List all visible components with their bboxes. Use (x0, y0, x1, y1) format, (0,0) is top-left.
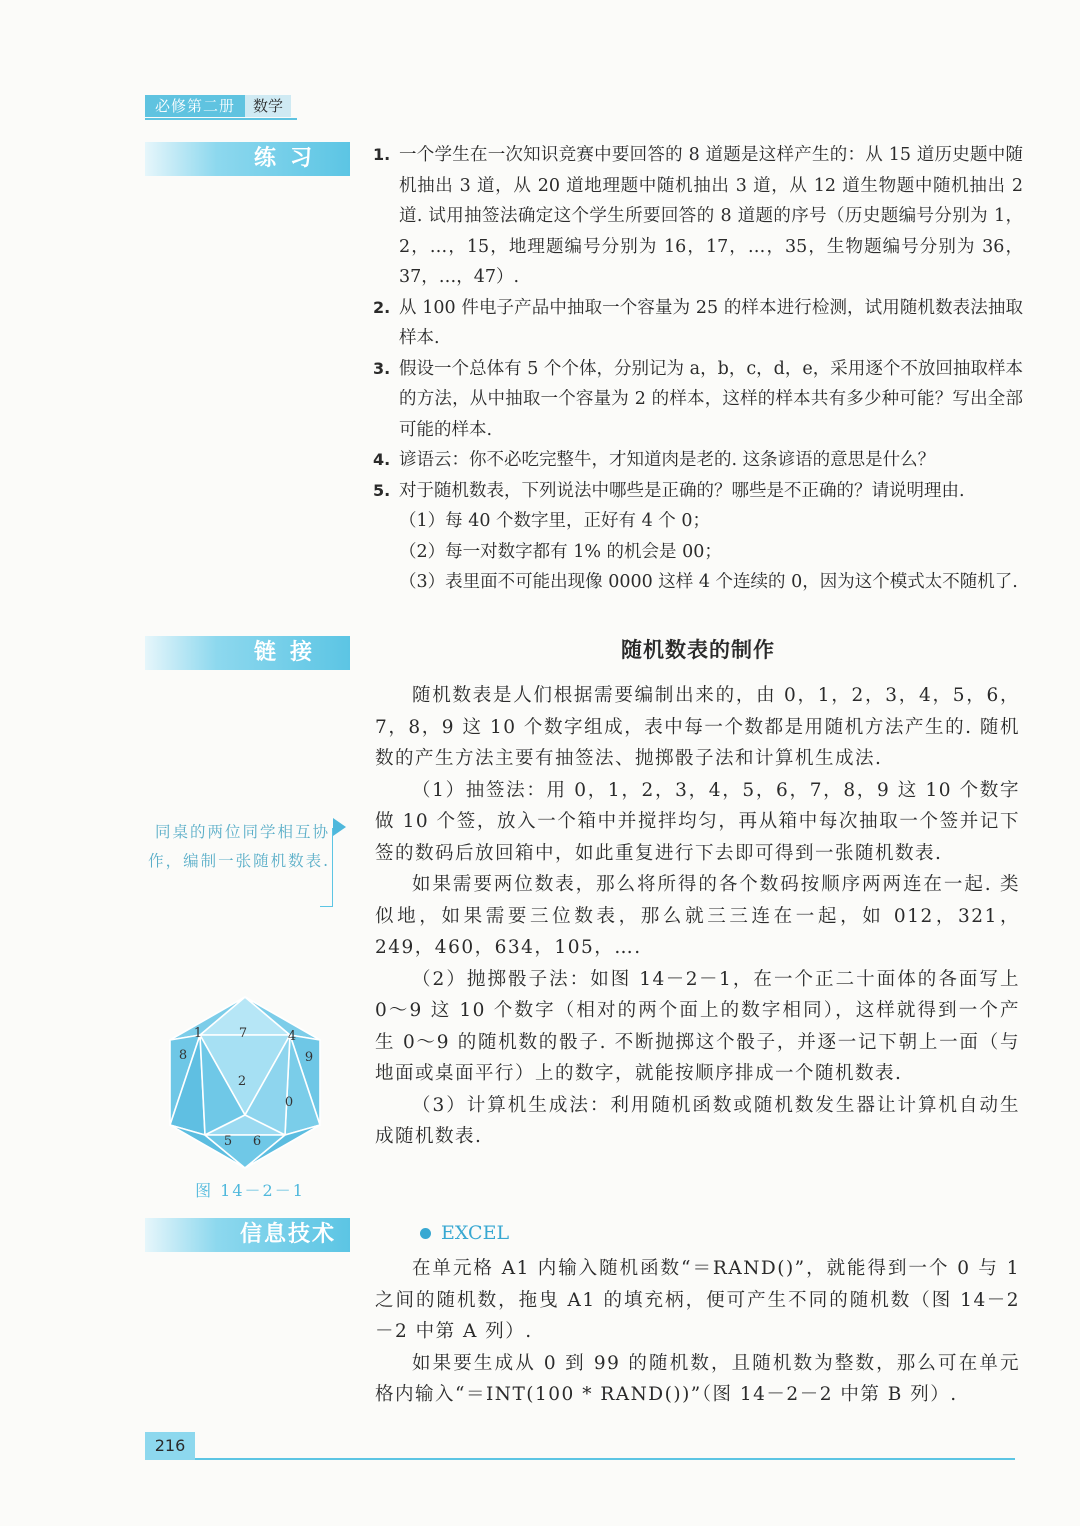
exercise-text: 从 100 件电子产品中抽取一个容量为 25 的样本进行检测，试用随机数表法抽取样本. (399, 297, 1023, 348)
footer-rule (195, 1458, 1015, 1460)
exercise-item (373, 293, 1023, 354)
exercise-text: 对于随机数表，下列说法中哪些是正确的？哪些是不正确的？请说明理由. (399, 480, 965, 501)
excel-heading (420, 1222, 509, 1244)
exercise-item (373, 354, 1023, 446)
note-bracket (320, 828, 333, 907)
link-label: 链接 (145, 636, 350, 670)
figure-caption: 图 14－2－1 (195, 1181, 305, 1200)
bullet-icon (420, 1228, 431, 1239)
face-number: 0 (284, 1095, 294, 1110)
excel-heading-text: EXCEL (441, 1222, 510, 1244)
icosahedron-figure (165, 995, 325, 1170)
excel-body (375, 1253, 1020, 1411)
exercise-label: 练习 (145, 142, 350, 176)
exercise-item (373, 476, 1023, 507)
header-rule (145, 118, 297, 120)
exercise-number: 2. (373, 297, 391, 317)
exercise-item (373, 445, 1023, 476)
paragraph: （3）计算机生成法：利用随机函数或随机数发生器让计算机自动生成随机数表. (375, 1094, 1020, 1147)
exercise-number: 4. (373, 450, 391, 469)
subject-title: 数学 (245, 95, 291, 117)
exercise-number: 3. (373, 358, 391, 378)
face-number: 7 (238, 1026, 248, 1041)
exercise-number: 1. (373, 145, 391, 164)
exercise-text: 一个学生在一次知识竞赛中要回答的 8 道题是这样产生的：从 15 道历史题中随机抽出 3 道，从 20 道地理题中随机抽出 3 道，从 12 道生物题中随机抽出 2 道. 试用抽签法确定这个学生所要回答的 8 道题的序号（历史题编号分别为 1，2，…，15，地理题编号分别为 16，17，…，35，生物题编号分别为 36，37，…，47）. (399, 145, 1023, 287)
sub-item: （1）每 40 个数字里，正好有 4 个 0； (399, 511, 710, 531)
paragraph: 随机数表是人们根据需要编制出来的，由 0，1，2，3，4，5，6，7，8，9 这 10 个数字组成，表中每一个数都是用随机方法产生的. 随机数的产生方法主要有抽签法、抛掷骰子法和计算机生成法. (375, 685, 1020, 769)
face-number: 6 (252, 1134, 262, 1149)
paragraph: 如果要生成从 0 到 99 的随机数，且随机数为整数，那么可在单元格内输入“＝INT(100 * RAND())”（图 14－2－2 中第 B 列）. (375, 1352, 1020, 1405)
page-number: 216 (145, 1432, 195, 1460)
note-arrow-icon (333, 818, 346, 836)
section-title: 随机数表的制作 (621, 638, 775, 662)
face-number: 1 (193, 1026, 203, 1041)
face-number: 8 (178, 1048, 188, 1063)
face-number: 2 (237, 1074, 247, 1089)
exercise-list (373, 140, 1023, 598)
sub-item: （2）每一对数字都有 1% 的机会是 00； (399, 541, 722, 562)
info-tech-label: 信息技术 (145, 1218, 350, 1252)
paragraph: 在单元格 A1 内输入随机函数“＝RAND()”，就能得到一个 0 与 1 之间的随机数，拖曳 A1 的填充柄，便可产生不同的随机数（图 14－2－2 中第 A 列）. (375, 1258, 1020, 1342)
paragraph: （1）抽签法：用 0，1，2，3，4，5，6，7，8，9 这 10 个数字做 10 个签，放入一个箱中并搅拌均匀，再从箱中每次抽取一个签并记下签的数码后放回箱中，如此重复进行下去即可得到一张随机数表. (375, 779, 1020, 864)
exercise-number: 5. (373, 480, 391, 500)
face-number: 4 (287, 1029, 297, 1044)
main-body (375, 680, 1020, 1153)
margin-note: 同桌的两位同学相互协作，编制一张随机数表. (148, 823, 330, 870)
paragraph: 如果需要两位数表，那么将所得的各个数码按顺序两两连在一起. 类似地，如果需要三位数表，那么就三三连在一起，如 012，321，249，460，634，105，…. (375, 874, 1020, 958)
sub-item: （3）表里面不可能出现像 0000 这样 4 个连续的 0，因为这个模式太不随机了. (399, 572, 1018, 592)
exercise-item (373, 140, 1023, 293)
book-title: 必修第二册 (145, 95, 245, 117)
exercise-text: 谚语云：你不必吃完整牛，才知道肉是老的. 这条谚语的意思是什么？ (399, 450, 936, 470)
header-tag (145, 95, 291, 117)
face-number: 9 (304, 1050, 314, 1065)
face-number: 5 (223, 1134, 233, 1149)
exercise-text: 假设一个总体有 5 个个体，分别记为 a，b，c，d，e，采用逐个不放回抽取样本的方法，从中抽取一个容量为 2 的样本，这样的样本共有多少种可能？写出全部可能的样本. (399, 358, 1023, 440)
paragraph: （2）抛掷骰子法：如图 14－2－1，在一个正二十面体的各面写上 0～9 这 10 个数字（相对的两个面上的数字相同），这样就得到一个产生 0～9 的随机数的骰子. 不断抛掷这个骰子，并逐一记下朝上一面（与地面或桌面平行）上的数字，就能按顺序排成一个随机数表. (375, 968, 1020, 1084)
